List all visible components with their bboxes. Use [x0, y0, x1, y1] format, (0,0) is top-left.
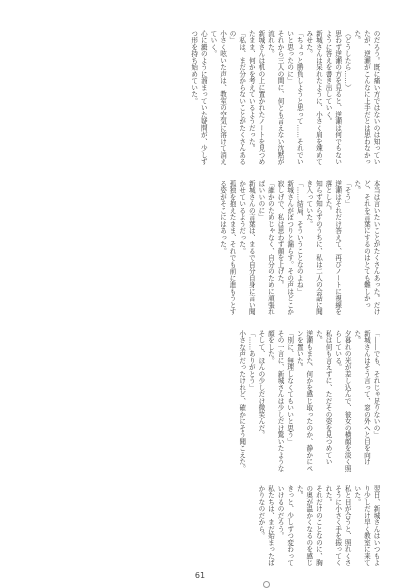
- corner-mark: [263, 581, 270, 588]
- text-section-3: [20, 330, 380, 475]
- text-section-2: [20, 180, 380, 320]
- text-section-1: [20, 30, 380, 170]
- text-section-4: [20, 485, 380, 567]
- paragraph-block: 翌日、新城さんはいつもより少しだけ早く教室に来ていた。 私と目が合うと、照れくさそうに小さく手を振ってくれた。 それだけのことなのに、胸の奥が温かくなるのを感じた。 きっと、少しずつ変わっていけるのだろう。 私たちは、まだ始まったばかりなのだから。: [256, 485, 380, 566]
- page-number: 61: [194, 571, 206, 580]
- paragraph-block: 本当は言いたいことがたくさんあった。だけど、それを言葉にするのはとても難しかった。 「そう」 逆瀬はそれだけ答えて、再びノートに視線を落とした。 知らず知らずのうちに、私は二人の会話に聞き入っていた。 「……結局、そういうことなのよね」 新城さんがぽつりと漏らす。その声はどこか寂しげで、私は思わず顔を上げた。 「誰かのためじゃなく、自分のために頑張ればいいのに」 新城さんの言葉は、まるで自分自身に言い聞かせているようだった。 孤独を抱えたまま、それでも前に進もうとする姿がそこにはあった。: [218, 180, 380, 315]
- paragraph-block: のだろう。既に痛い方ではないのは知っていたが、逆瀬がこんなに上手だとは思わなかった。 （どうしたら……） 思わず逆瀬の方を見ると、逆瀬は何でもないように答えを書き出していく。 新城さんは呆れたように、小さく肩を竦めてみせた。 「ちょっと勝負しようと思って……それでいいと思ったのに」 それから三人の間に、何とも言えない沈黙が流れた。 新城さんは机の上に置かれたノートを見つめたまま、何かを考えているようだった。 「私は、まだ分からないことがたくさんあるの」 小さく呟いた声は、教室の空気に溶けて消えていく。 心に澱のように溜まっていた疑問が、少しずつ形を持ち始めていた。: [189, 30, 380, 165]
- paragraph-block: 「――でも、それじゃ足りないの」 新城さんはそう言って、窓の外へと目を向けた。 夕暮れの光が差し込んで、彼女の横顔を淡く照らしている。 私は何も言えずに、ただその姿を見つめていた。 逆瀬もまた、何かを感じ取ったのか、静かにペンを置いた。 「別に、無理しなくてもいいと思う」 その一言に、新城さんは少しだけ驚いたような顔をした。 そして、ほんの少しだけ微笑んだ。 「……ありがとう」 小さな声だったけれど、確かにそう聞こえた。: [237, 330, 380, 472]
